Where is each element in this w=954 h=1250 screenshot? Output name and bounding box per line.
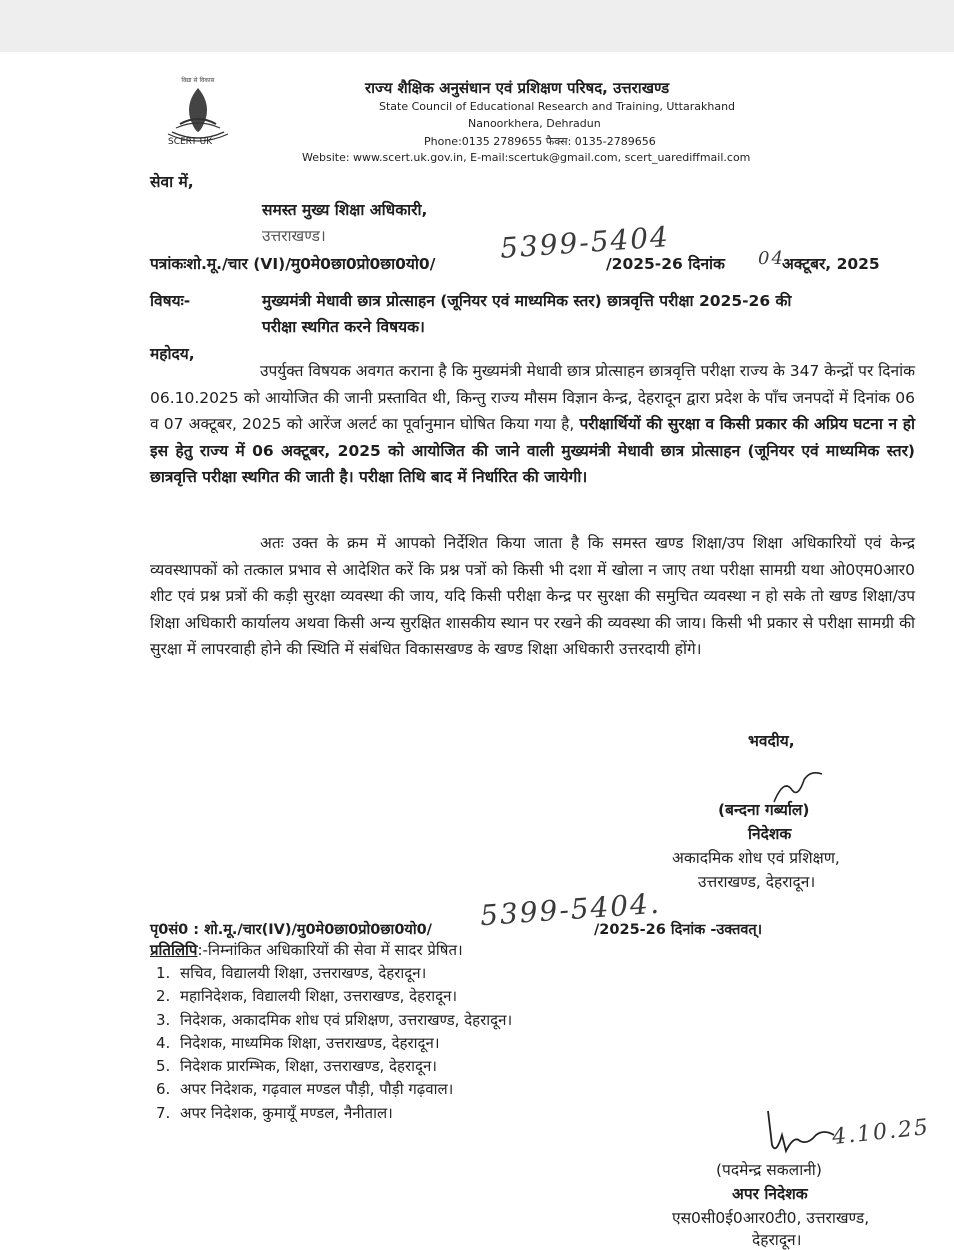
copy-label: प्रतिलिपि — [150, 941, 198, 959]
body-paragraph-2 — [150, 530, 915, 663]
list-item: 5. निदेशक प्रारम्भिक, शिक्षा, उत्तराखण्ड, देहरादून। — [156, 1057, 437, 1076]
svg-text:विद्या से विकास: विद्या से विकास — [181, 77, 215, 84]
copy-line — [150, 940, 463, 960]
copy-recipient-list — [150, 962, 512, 1125]
subject-line-2: परीक्षा स्थगित करने विषयक। — [262, 318, 425, 336]
list-item: 4. निदेशक, माध्यमिक शिक्षा, उत्तराखण्ड, देहरादून। — [156, 1033, 440, 1052]
subject-line-1: मुख्यमंत्री मेधावी छात्र प्रोत्साहन (जूनियर एवं माध्यमिक स्तर) छात्रवृत्ति परीक्षा 2025-26 की — [262, 292, 792, 310]
closing: भवदीय, — [748, 732, 795, 750]
signer-name: (बन्दना गर्ब्याल) — [718, 801, 810, 819]
paragraph-2-text: अतः उक्त के क्रम में आपको निर्देशित किया जाता है कि समस्त खण्ड शिक्षा/उप शिक्षा अधिकारियों एवं केन्द्र व्यवस्थापकों को तत्काल प्रभाव से आदेशित करें कि प्रश्न पत्रों को किसी भी दशा में खोला न जाए तथा परीक्षा सामग्री यथा ओ0एम0आर0 शीट एवं प्रश्न प्रत्रों की कड़ी सुरक्षा व्यवस्था की जाय, यदि किसी परीक्षा केन्द्र पर सुरक्षा की समुचित व्यवस्था न हो सके तो खण्ड शिक्षा/उप शिक्षा अधिकारी कार्यालय अथवा किसी अन्य सुरक्षित शासकीय स्थान पर रखने की व्यवस्था की जाय। किसी भी प्रकार से परीक्षा सामग्री की सुरक्षा में लापरवाही होने की स्थिति में संबंधित विकासखण्ड के खण्ड शिक्षा अधिकारी उत्तरदायी होंगे। — [150, 534, 915, 658]
handwritten-endorsement-number: 5399-5404. — [479, 886, 662, 933]
signer-location: उत्तराखण्ड, देहरादून। — [698, 873, 816, 891]
list-item: 6. अपर निदेशक, गढ़वाल मण्डल पौड़ी, पौड़ी गढ़वाल। — [156, 1080, 454, 1099]
list-item: 1. सचिव, विद्यालयी शिक्षा, उत्तराखण्ड, देहरादून। — [156, 964, 427, 982]
org-name-english: State Council of Educational Research and Training, Uttarakhand — [379, 100, 736, 113]
org-name-hindi: राज्य शैक्षिक अनुसंधान एवं प्रशिक्षण परिषद, उत्तराखण्ड — [365, 79, 670, 97]
endorsement-reference: पृ0सं0 : शो.मू./चार(IV)/मु0मे0छा0प्रो0छा0यो0/ — [150, 922, 432, 938]
handwritten-signature-date: 4.10.25 — [830, 1114, 932, 1151]
recipient-location: उत्तराखण्ड। — [262, 227, 326, 245]
org-phone: Phone:0135 2789655 फैक्स: 0135-2789656 — [424, 135, 656, 148]
logo-caption: SCERT UK — [168, 137, 213, 147]
endorsement-signer-location: देहरादून। — [752, 1231, 802, 1249]
copy-text: :-निम्नांकित अधिकारियों की सेवा में सादर प्रेषित। — [197, 941, 463, 959]
paragraph-1-text: उपर्युक्त विषयक अवगत कराना है कि मुख्यमंत्री मेधावी छात्र प्रोत्साहन छात्रवृत्ति परीक्षा राज्य के 347 केन्द्रों पर दिनांक 06.10.2025 को आयोजित की जानी प्रस्तावित थी, किन्तु राज्य मौसम विज्ञान केन्द्र, देहरादून द्वारा प्रदेश के पाँच जनपदों में दिनांक 06 व 07 अक्टूबर, 2025 को आरेंज अलर्ट का पूर्वानुमान घोषित किया गया है, — [150, 362, 915, 433]
list-item: 7. अपर निदेशक, कुमायूँ मण्डल, नैनीताल। — [156, 1103, 393, 1122]
org-address: Nanoorkhera, Dehradun — [468, 117, 601, 130]
salutation-to: सेवा में, — [150, 173, 194, 191]
recipient: समस्त मुख्य शिक्षा अधिकारी, — [262, 201, 428, 219]
body-paragraph-1 — [150, 358, 915, 491]
reference-year: /2025-26 दिनांक — [606, 255, 725, 273]
handwritten-ref-number: 5399-5404 — [499, 220, 671, 265]
endorsement-signer-name: (पदमेन्द्र सकलानी) — [716, 1161, 822, 1179]
signature-additional-director — [760, 1105, 840, 1165]
paragraph-1-bold-text: परीक्षार्थियों की सुरक्षा व किसी प्रकार की अप्रिय घटना न हो इस हेतु राज्य में 06 अक्टूबर, 2025 को आयोजित की जाने वाली मुख्यमंत्री मेधावी छात्र प्रोत्साहन (जूनियर एवं माध्यमिक स्तर) छात्रवृत्ति परीक्षा स्थगित की जाती है। परीक्षा तिथि बाद में निर्धारित की जायेगी। — [150, 415, 915, 486]
signer-department: अकादमिक शोध एवं प्रशिक्षण, — [672, 849, 840, 867]
handwritten-date: 04 — [758, 248, 785, 269]
org-website: Website: www.scert.uk.gov.in, E-mail:scertuk@gmail.com, scert_uarediffmail.com — [302, 151, 751, 164]
endorsement-signer-org: एस0सी0ई0आर0टी0, उत्तराखण्ड, — [672, 1209, 870, 1227]
reference-number: पत्रांकःशो.मू./चार (VI)/मु0मे0छा0प्रो0छा0यो0/ — [150, 255, 436, 273]
reference-date: अक्टूबर, 2025 — [782, 255, 880, 273]
greeting: महोदय, — [150, 345, 195, 363]
signer-title: निदेशक — [748, 825, 792, 843]
top-margin-band — [0, 0, 954, 52]
subject-label: विषयः- — [150, 292, 191, 310]
list-item: 2. महानिदेशक, विद्यालयी शिक्षा, उत्तराखण्ड, देहरादून। — [156, 987, 458, 1006]
list-item: 3. निदेशक, अकादमिक शोध एवं प्रशिक्षण, उत्तराखण्ड, देहरादून। — [156, 1010, 513, 1029]
endorsement-signer-title: अपर निदेशक — [732, 1185, 808, 1203]
endorsement-date: /2025-26 दिनांक -उक्तवत्। — [594, 922, 763, 938]
